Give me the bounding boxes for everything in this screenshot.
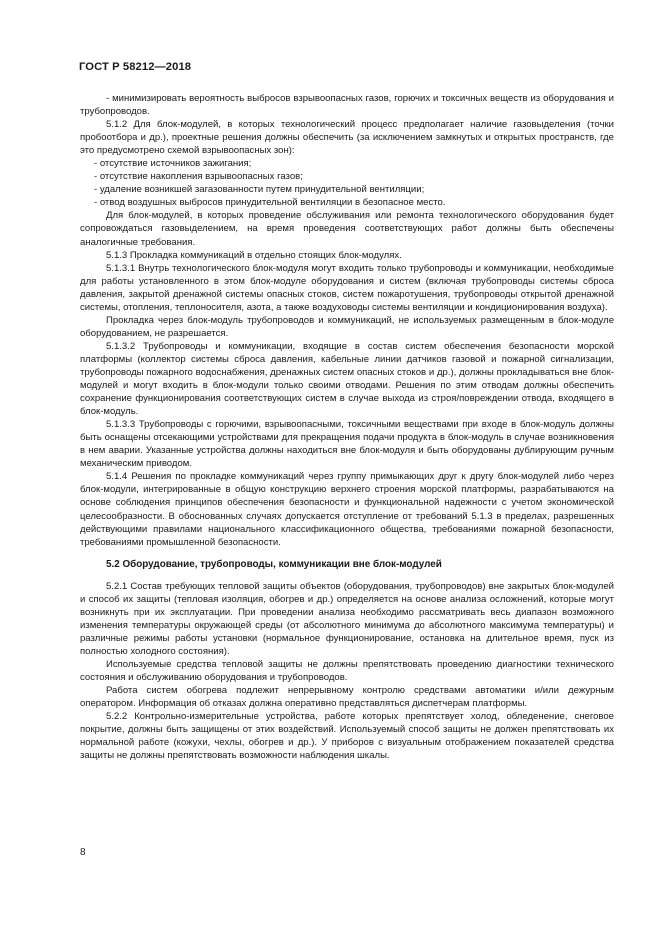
paragraph: Прокладка через блок-модуль трубопроводов и коммуникаций, не используемых размещенным в блок-модуле оборудованием, не разрешается. [80,314,614,339]
paragraph: - минимизировать вероятность выбросов взрывоопасных газов, горючих и токсичных веществ из оборудования и трубопроводов. [80,93,614,118]
list-item: - отсутствие накопления взрывоопасных газов; [94,171,303,183]
paragraph: Используемые средства тепловой защиты не должны препятствовать проведению диагностики технического состояния и обслуживанию оборудования и трубопроводов. [80,658,614,684]
paragraph: 5.1.4 Решения по прокладке коммуникаций через группу примыкающих друг к другу блок-модулей либо через блок-модули, интегрированные в общую конструкцию верхнего строения морской платформы, разрабатываются на основе соблюдения принципов обеспечения безопасности и функциональной надежности с учетом экономической целесообразности. В обоснованных случаях допускается отступление от требований 5.1.3 в пределах, разрешенных действующими правилами национального классификационного общества, требованиями пожарной безопасности, требованиями промышленной безопасности. [80,471,614,548]
paragraph: 5.1.3 Прокладка коммуникаций в отдельно стоящих блок-модулях. [106,249,402,261]
list-item: - отсутствие источников зажигания; [94,158,252,170]
paragraph: 5.1.2 Для блок-модулей, в которых технологический процесс предполагает наличие газовыделения (точки пробоотбора и др.), проектные решения должны обеспечить (за исключением замкнутых и открытых пространств, где это предусмотрено схемой взрывоопасных зон): [80,119,614,157]
paragraph: 5.2.1 Состав требующих тепловой защиты объектов (оборудования, трубопроводов) вне закрытых блок-модулей и способ их защиты (тепловая изоляция, обогрев и др.) определяется на основе анализа осложнений, которые могут возникнуть при их эксплуатации. При проведении анализа необходимо рассматривать весь диапазон возможного изменения температуры окружающей среды (от абсолютного минимума до абсолютного максимума температуры) и различные режимы работы установки (нормальное функционирование, остановка на длительное время, пуск из полностью холодного состояния). [80,580,614,657]
section-heading: 5.2 Оборудование, трубопроводы, коммуникации вне блок-модулей [106,558,442,570]
paragraph: 5.1.3.1 Внутрь технологического блок-модуля могут входить только трубопроводы и коммуникации, необходимые для работы установленного в этом блок-модуле оборудования и систем (включая трубопроводы системы сброса давления, закрытой дренажной системы опасных стоков, систем пожаротушения, трубопроводы открытой дренажной системы, отопления, теплоносителя, азота, а также воздуховоды системы вентиляции и кондиционирования воздуха). [80,262,614,313]
paragraph: 5.1.3.2 Трубопроводы и коммуникации, входящие в состав систем обеспечения безопасности морской платформы (коллектор системы сброса давления, кабельные линии датчиков газовой и пожарной сигнализации, трубопроводы пожарного водоснабжения, дренажных систем опасных стоков и др.), должны прокладываться вне блок-модулей и могут входить в блок-модули только своими отводами. Решения по этим отводам должны обеспечить сохранение функционирования соответствующих систем в случае выхода из строя/повреждении отвода, входящего в блок-модуль. [80,340,614,418]
page-number: 8 [80,847,86,858]
document-body [80,92,614,762]
paragraph: 5.1.3.3 Трубопроводы с горючими, взрывоопасными, токсичными веществами при входе в блок-модуль должны быть оснащены отсекающими устройствами для прекращения подачи продукта в блок-модуль в случае возникновения в нем аварии. Указанные устройства должны находиться вне блок-модуля и быть оборудованы дублирующим ручным механическим приводом. [80,419,614,470]
paragraph: Для блок-модулей, в которых проведение обслуживания или ремонта технологического оборудования будет сопровождаться газовыделением, на время проведения соответствующих работ должны быть обеспечены аналогичные требования. [80,210,614,248]
paragraph: 5.2.2 Контрольно-измерительные устройства, работе которых препятствует холод, обледенение, снеговое покрытие, должны быть защищены от этих воздействий. Используемый способ защиты не должен препятствовать их нормальной работе (кожухи, чехлы, обогрев и др.). У приборов с визуальным отображением показателей средства защиты не должны препятствовать возможности наблюдения шкалы. [80,711,614,762]
document-header: ГОСТ Р 58212—2018 [79,61,192,73]
list-item: - отвод воздушных выбросов принудительной вентиляции в безопасное место. [94,197,446,209]
paragraph: Работа систем обогрева подлежит непрерывному контролю средствами автоматики и/или дежурным оператором. Информация об отказах должна оперативно представляться диспетчерам платформы. [80,685,614,710]
list-item: - удаление возникшей загазованности путем принудительной вентиляции; [94,184,425,196]
